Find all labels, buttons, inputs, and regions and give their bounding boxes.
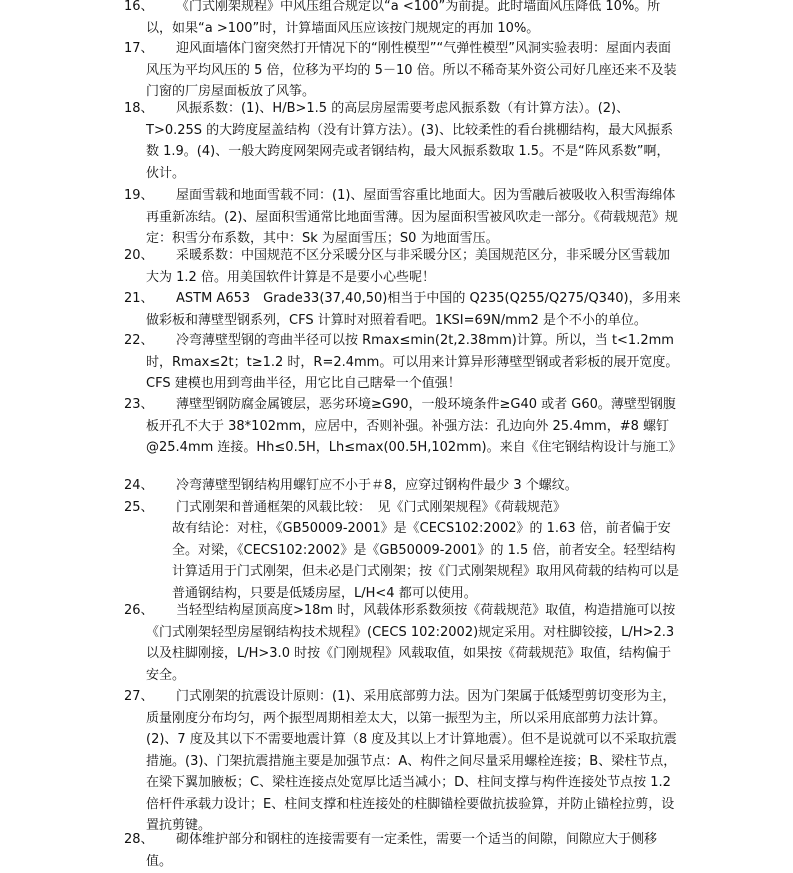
item-number: 23、	[124, 397, 154, 412]
item-number: 21、	[124, 291, 154, 306]
item-text: 当轻型结构屋顶高度>18m 时，风载体形系数须按《荷载规范》取值，构造措施可以按《门式刚架轻型房屋钢结构技术规程》(CECS 102:2002)规定采用。对柱脚铰接，L/H>2.3 以及柱脚刚接，L/H>3.0 时按《门刚规程》风载取值，如果按《荷载规范》取值，结构偏于安全。	[146, 603, 676, 683]
item-text: 薄壁型钢防腐金属镀层，恶劣环境≥G90，一般环境条件≥G40 或者 G60。薄壁型钢腹板开孔不大于 38*102mm，应居中，否则补强。补强方法：孔边向外 25.4mm，#8 螺钉@25.4mm 连接。Hh≤0.5H，Lh≤max(00.5H,102mm)。来自《住宅钢结构设计与施工》	[146, 397, 682, 455]
item-number: 19、	[124, 188, 154, 203]
item-text: 风振系数：(1)、H/B>1.5 的高层房屋需要考虑风振系数（有计算方法）。(2)、T>0.25S 的大跨度屋盖结构（没有计算方法）。(3)、比较柔性的看台挑棚结构，最大风振系数 1.9。(4)、一般大跨度网架网壳或者钢结构，最大风振系数取 1.5。不是“阵风系数”啊，伙计。	[146, 101, 674, 181]
item-text: 采暖系数：中国规范不区分采暖分区与非采暖分区；美国规范区分，非采暖分区雪载加大为 1.2 倍。用美国软件计算是不是要小心些呢！	[146, 248, 671, 285]
item-number: 18、	[124, 101, 154, 116]
item-number: 28、	[124, 832, 154, 847]
item-text: 《门式刚架规程》中风压组合规定以“a <100”为前提。此时墙面风压降低 10%。所以，如果“a >100”时，计算墙面风压应该按门规规定的再加 10%。	[146, 0, 661, 36]
item-text: 冷弯薄壁型钢的弯曲半径可以按 Rmax≤min(2t,2.38mm)计算。所以，当 t<1.2mm 时，Rmax≤2t；t≥1.2 时，R=2.4mm。可以用来计算异形薄壁型钢或者彩板的展开宽度。CFS 建模也用到弯曲半径，用它比自己瞎晕一个值强！	[146, 333, 679, 391]
item-number: 24、	[124, 478, 154, 493]
item-text: 砌体维护部分和钢柱的连接需要有一定柔性，需要一个适当的间隙，间隙应大于侧移值。	[146, 832, 658, 869]
item-text: 门式刚架的抗震设计原则：(1)、采用底部剪力法。因为门架属于低矮型剪切变形为主，质量刚度分布均匀，两个振型周期相差太大，以第一振型为主，所以采用底部剪力法计算。(2)、7 度及其以下不需要地震计算（8 度及其以上才计算地震）。但不是说就可以不采取抗震措施。(3)、门架抗震措施主要是加强节点：A、构件之间尽量采用螺栓连接；B、梁柱节点，在梁下翼加腋板；C、梁柱连接点处宽厚比适当减小；D、柱间支撑与构件连接处节点按 1.2 倍杆件承载力设计；E、柱间支撑和柱连接处的柱脚锚栓要做抗拔验算，并防止锚栓拉剪，设置抗剪键。	[146, 689, 677, 833]
item-text: 屋面雪载和地面雪载不同：(1)、屋面雪容重比地面大。因为雪融后被吸收入积雪海绵体再重新冻结。(2)、屋面积雪通常比地面雪薄。因为屋面积雪被风吹走一部分。《荷载规范》规定：积雪分布系数，其中：Sk 为屋面雪压；S0 为地面雪压。	[146, 188, 678, 246]
item-number: 16、	[124, 0, 154, 14]
item-text: 迎风面墙体门窗突然打开情况下的“刚性模型”“气弹性模型”风洞实验表明：屋面内表面风压为平均风压的 5 倍，位移为平均的 5－10 倍。所以不稀奇某外资公司好几座还来不及装门窗的厂房屋面板放了风筝。	[146, 41, 677, 99]
item-number: 26、	[124, 603, 154, 618]
item-number: 20、	[124, 248, 154, 263]
item-number: 27、	[124, 689, 154, 704]
item-text: 门式刚架和普通框架的风载比较： 见《门式刚架规程》《荷载规范》	[176, 500, 567, 515]
item-number: 22、	[124, 333, 154, 348]
item-number: 17、	[124, 41, 154, 56]
item-text: 冷弯薄壁型钢结构用螺钉应不小于＃8，应穿过钢构件最少 3 个螺纹。	[176, 478, 578, 493]
item-number: 25、	[124, 500, 154, 515]
item-text: ASTM A653 Grade33(37,40,50)相当于中国的 Q235(Q255/Q275/Q340)，多用来做彩板和薄壁型钢系列，CFS 计算时对照着看吧。1KSI=69N/mm2 是个不小的单位。	[146, 291, 681, 328]
item-text: 故有结论：对柱，《GB50009-2001》是《CECS102:2002》的 1.63 倍，前者偏于安全。对梁，《CECS102:2002》是《GB50009-2001》的 1.5 倍，前者安全。轻型结构计算适用于门式刚架，但未必是门式刚架；按《门式刚架规程》取用风荷载的结构可以是普通钢结构，只要是低矮房屋，L/H<4 都可以使用。	[172, 521, 680, 601]
